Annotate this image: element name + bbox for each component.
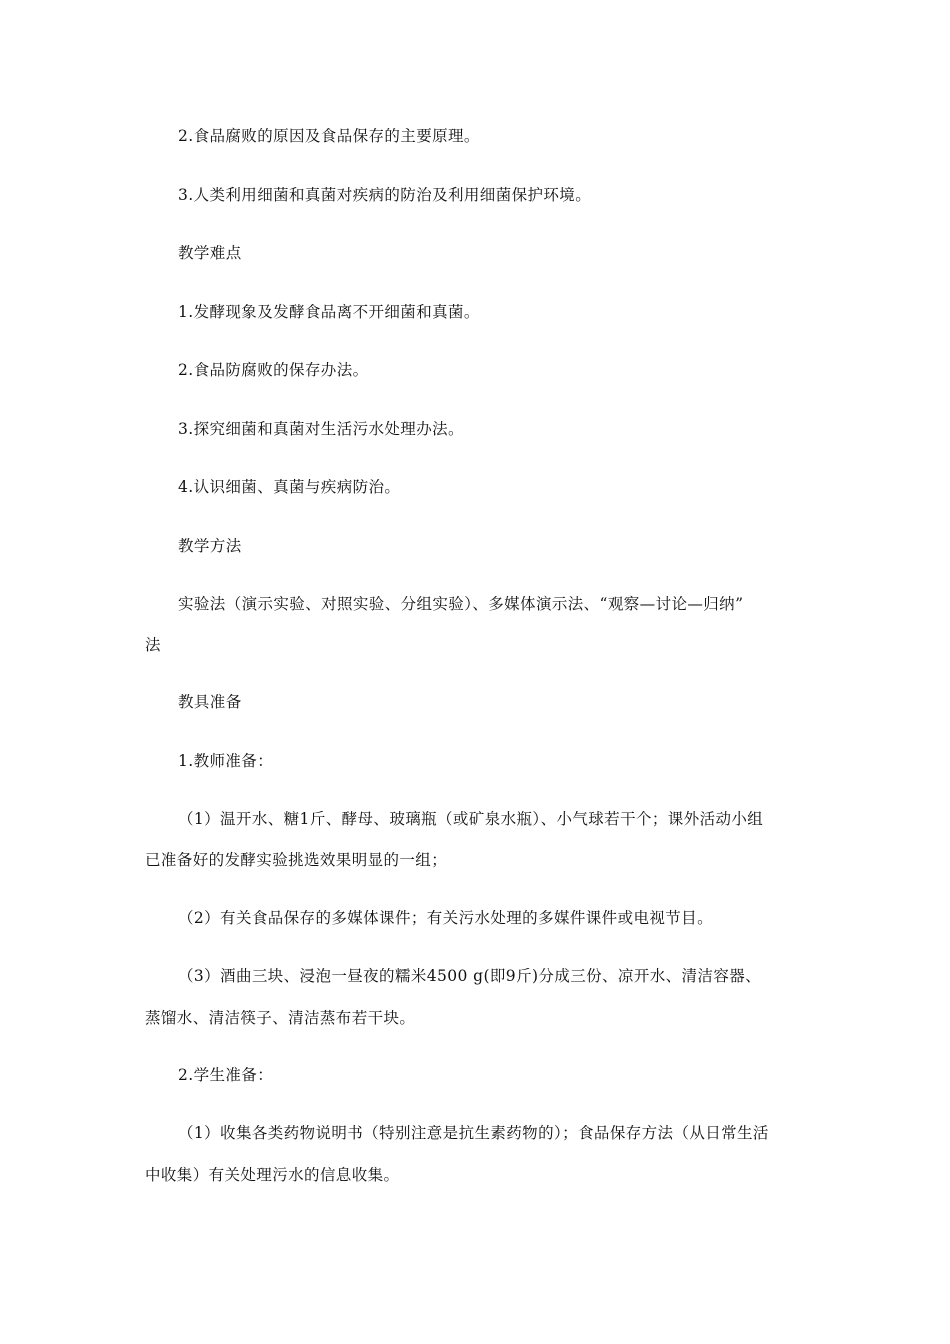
section-heading-methods: 教学方法 [178,537,242,555]
text-line-teacher-item-1: （1）温开水、糖1斤、酵母、玻璃瓶（或矿泉水瓶）、小气球若干个；课外活动小组 [178,810,764,828]
text-line-teacher-item-2: （2）有关食品保存的多媒体课件；有关污水处理的多媒件课件或电视节目。 [178,909,713,927]
text-line-teacher-item-3-cont: 蒸馏水、清洁筷子、清洁蒸布若干块。 [145,1009,416,1027]
text-line-difficulty-4: 4.认识细菌、真菌与疾病防治。 [178,478,401,496]
text-line-methods: 实验法（演示实验、对照实验、分组实验）、多媒体演示法、“观察—讨论—归纳” [178,595,744,613]
text-line-teacher-item-1-cont: 已准备好的发酵实验挑选效果明显的一组； [145,851,448,869]
text-line-student-item-1: （1）收集各类药物说明书（特别注意是抗生素药物的）；食品保存方法（从日常生活 [178,1124,769,1142]
section-heading-materials: 教具准备 [178,693,242,711]
text-line-difficulty-1: 1.发酵现象及发酵食品离不开细菌和真菌。 [178,303,480,321]
text-line-teacher-prep: 1.教师准备： [178,752,274,770]
text-line-teacher-item-3: （3）酒曲三块、浸泡一昼夜的糯米4500 g(即9斤)分成三份、凉开水、清洁容器、 [178,967,762,985]
section-heading-difficulties: 教学难点 [178,244,242,262]
text-line-student-item-1-cont: 中收集）有关处理污水的信息收集。 [145,1166,400,1184]
text-line-difficulty-3: 3.探究细菌和真菌对生活污水处理办法。 [178,420,464,438]
text-line-difficulty-2: 2.食品防腐败的保存办法。 [178,361,369,379]
text-line-methods-cont: 法 [145,636,161,654]
text-line-goal-2: 2.食品腐败的原因及食品保存的主要原理。 [178,127,480,145]
text-line-student-prep: 2.学生准备： [178,1066,274,1084]
text-line-goal-3: 3.人类利用细菌和真菌对疾病的防治及利用细菌保护环境。 [178,186,592,204]
